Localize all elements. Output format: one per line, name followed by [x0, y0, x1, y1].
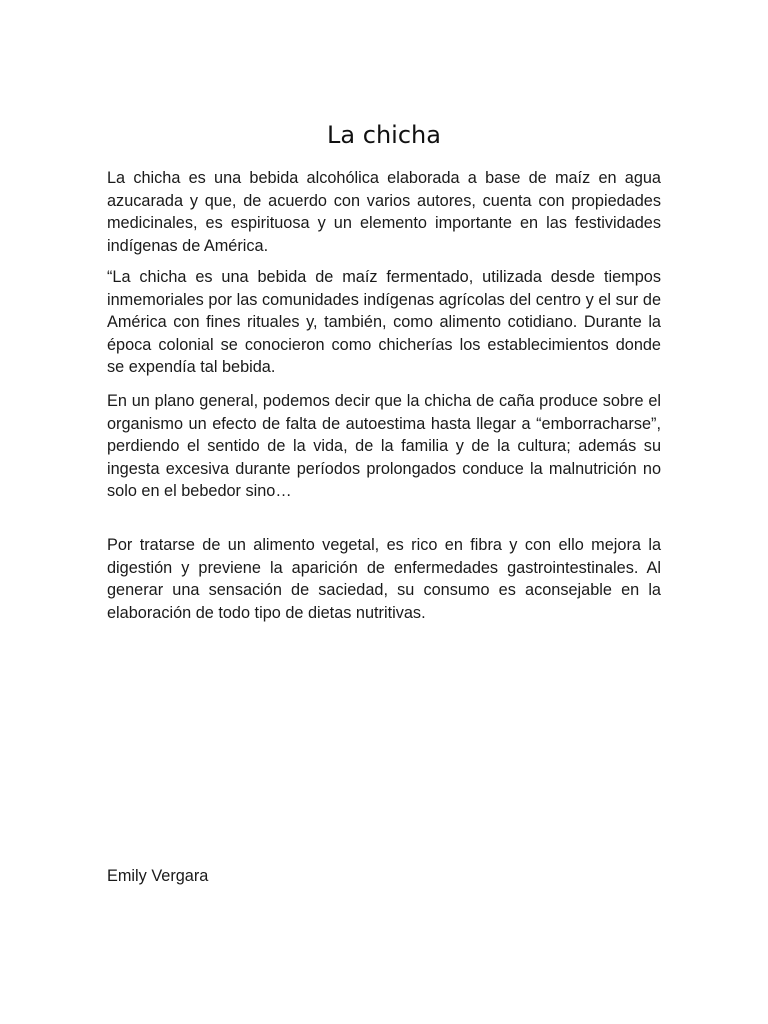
- paragraph-definition: La chicha es una bebida alcohólica elaborada a base de maíz en agua azucarada y que, de acuerdo con varios autores, cuenta con propiedades medicinales, es espirituosa y un elemento importante en las festividades indígenas de América.: [107, 169, 661, 255]
- paragraph-effects: En un plano general, podemos decir que la chicha de caña produce sobre el organismo un efecto de falta de autoestima hasta llegar a “emborracharse”, perdiendo el sentido de la vida, de la familia y de la cultura; además su ingesta excesiva durante períodos prolongados conduce la malnutrición no solo en el bebedor sino…: [107, 392, 661, 501]
- document-title: La chicha: [327, 121, 441, 149]
- author-name: Emily Vergara: [107, 867, 209, 885]
- paragraph-benefits: Por tratarse de un alimento vegetal, es rico en fibra y con ello mejora la digestión y previene la aparición de enfermedades gastrointestinales. Al generar una sensación de saciedad, su consumo es aconsejable en la elaboración de todo tipo de dietas nutritivas.: [107, 536, 661, 622]
- paragraph-quote: “La chicha es una bebida de maíz fermentado, utilizada desde tiempos inmemoriales por las comunidades indígenas agrícolas del centro y el sur de América con fines rituales y, también, como alimento cotidiano. Durante la época colonial se conocieron como chicherías los establecimientos donde se expendía tal bebida.: [107, 268, 661, 377]
